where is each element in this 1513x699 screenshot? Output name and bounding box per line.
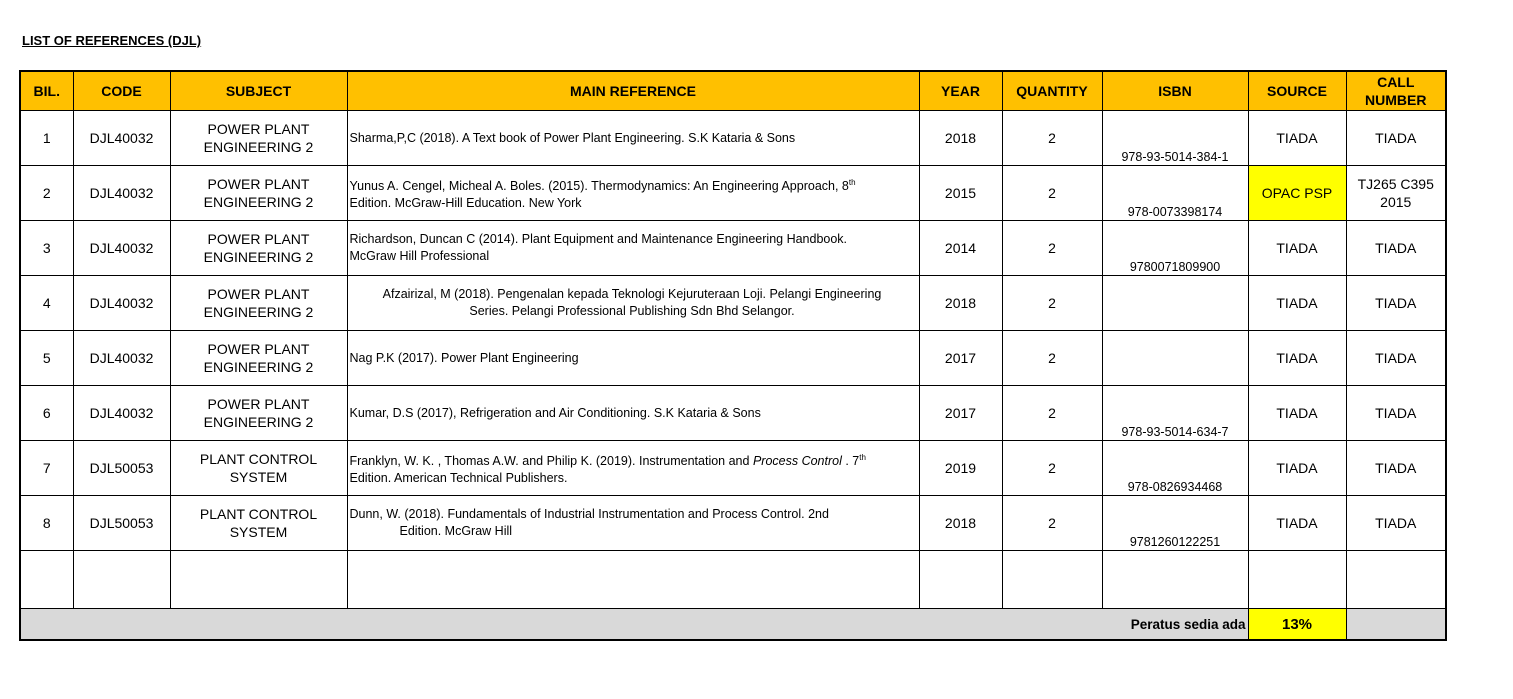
subject-line1: POWER PLANT (207, 396, 310, 412)
reference-superscript: th (859, 452, 866, 462)
cell-bil: 5 (20, 331, 73, 386)
references-table (19, 70, 1447, 641)
subject-line2: ENGINEERING 2 (203, 304, 314, 320)
reference-line1: Franklyn, W. K. , Thomas A.W. and Philip K. (2019). Instrumentation and (349, 454, 753, 469)
cell-code: DJL40032 (73, 111, 170, 166)
cell-reference (347, 221, 919, 276)
reference-line1-end: . 7 (841, 454, 860, 469)
cell-code: DJL40032 (73, 166, 170, 221)
cell-quantity: 2 (1002, 221, 1102, 276)
cell-year: 2018 (919, 111, 1002, 166)
availability-label: Peratus sedia ada (20, 609, 1248, 641)
subject-line2: ENGINEERING 2 (203, 194, 314, 210)
cell-isbn: 9780071809900 (1102, 221, 1248, 276)
subject-line1: POWER PLANT (207, 286, 310, 302)
header-code: CODE (73, 71, 170, 111)
empty-cell (919, 551, 1002, 609)
cell-source: TIADA (1248, 331, 1346, 386)
cell-code: DJL40032 (73, 221, 170, 276)
cell-year: 2014 (919, 221, 1002, 276)
table-row (20, 221, 1446, 276)
subject-line2: SYSTEM (229, 469, 288, 485)
cell-source: TIADA (1248, 276, 1346, 331)
empty-cell (1248, 551, 1346, 609)
cell-isbn (1102, 276, 1248, 331)
cell-call-number: TIADA (1346, 221, 1446, 276)
cell-year: 2018 (919, 496, 1002, 551)
header-subject: SUBJECT (170, 71, 347, 111)
subject-line1: PLANT CONTROL (199, 506, 318, 522)
empty-cell (1002, 551, 1102, 609)
cell-source: OPAC PSP (1248, 166, 1346, 221)
subject-line1: POWER PLANT (207, 121, 310, 137)
cell-bil: 8 (20, 496, 73, 551)
cell-isbn: 9781260122251 (1102, 496, 1248, 551)
cell-call-number: TIADA (1346, 386, 1446, 441)
header-source: SOURCE (1248, 71, 1346, 111)
empty-cell (20, 551, 73, 609)
cell-subject (170, 166, 347, 221)
cell-bil: 6 (20, 386, 73, 441)
reference-line1: Sharma,P,C (2018). A Text book of Power Plant Engineering. S.K Kataria & Sons (349, 130, 796, 145)
cell-subject (170, 441, 347, 496)
cell-call-number (1346, 166, 1446, 221)
cell-bil: 2 (20, 166, 73, 221)
cell-reference (347, 111, 919, 166)
empty-cell (1102, 551, 1248, 609)
table-row (20, 331, 1446, 386)
cell-source: TIADA (1248, 496, 1346, 551)
header-main-reference: MAIN REFERENCE (347, 71, 919, 111)
cell-quantity: 2 (1002, 166, 1102, 221)
cell-subject (170, 111, 347, 166)
cell-quantity: 2 (1002, 111, 1102, 166)
cell-call-number: TIADA (1346, 111, 1446, 166)
cell-subject (170, 496, 347, 551)
footer-row (20, 609, 1446, 641)
cell-isbn (1102, 331, 1248, 386)
cell-bil: 7 (20, 441, 73, 496)
reference-line2: Edition. American Technical Publishers. (349, 471, 568, 486)
cell-source: TIADA (1248, 111, 1346, 166)
cell-reference (347, 331, 919, 386)
cell-isbn: 978-93-5014-634-7 (1102, 386, 1248, 441)
page-title: LIST OF REFERENCES (DJL) (22, 33, 202, 48)
reference-line2: Edition. McGraw-Hill Education. New York (349, 196, 582, 211)
cell-code: DJL40032 (73, 331, 170, 386)
header-call-number-line2: NUMBER (1365, 92, 1427, 108)
cell-year: 2018 (919, 276, 1002, 331)
reference-italic: Process Control (752, 454, 842, 469)
cell-subject (170, 386, 347, 441)
table-row (20, 441, 1446, 496)
cell-quantity: 2 (1002, 276, 1102, 331)
empty-cell (1346, 551, 1446, 609)
header-year: YEAR (919, 71, 1002, 111)
cell-call-number: TIADA (1346, 496, 1446, 551)
subject-line2: ENGINEERING 2 (203, 359, 314, 375)
subject-line1: POWER PLANT (207, 341, 310, 357)
cell-call-number: TIADA (1346, 331, 1446, 386)
cell-code: DJL40032 (73, 276, 170, 331)
empty-cell (73, 551, 170, 609)
subject-line2: SYSTEM (229, 524, 288, 540)
cell-bil: 3 (20, 221, 73, 276)
cell-isbn: 978-0826934468 (1102, 441, 1248, 496)
cell-isbn: 978-0073398174 (1102, 166, 1248, 221)
table-row (20, 166, 1446, 221)
cell-quantity: 2 (1002, 386, 1102, 441)
reference-line1: Kumar, D.S (2017), Refrigeration and Air Conditioning. S.K Kataria & Sons (349, 405, 761, 420)
cell-year: 2015 (919, 166, 1002, 221)
cell-reference (347, 276, 919, 331)
cell-subject (170, 331, 347, 386)
reference-line1: Nag P.K (2017). Power Plant Engineering (349, 350, 579, 365)
cell-subject (170, 276, 347, 331)
cell-source: TIADA (1248, 441, 1346, 496)
table-row (20, 496, 1446, 551)
cell-reference (347, 441, 919, 496)
cell-quantity: 2 (1002, 441, 1102, 496)
subject-line1: PLANT CONTROL (199, 451, 318, 467)
cell-year: 2017 (919, 331, 1002, 386)
subject-line2: ENGINEERING 2 (203, 414, 314, 430)
subject-line1: POWER PLANT (207, 176, 310, 192)
availability-percentage: 13% (1248, 609, 1346, 641)
empty-cell (347, 551, 919, 609)
cell-reference (347, 166, 919, 221)
cell-call-number: TIADA (1346, 276, 1446, 331)
header-quantity: QUANTITY (1002, 71, 1102, 111)
reference-line1: Dunn, W. (2018). Fundamentals of Industrial Instrumentation and Process Control. 2nd (349, 507, 829, 521)
cell-subject (170, 221, 347, 276)
reference-line2: Series. Pelangi Professional Publishing Sdn Bhd Selangor. (469, 304, 795, 318)
cell-isbn: 978-93-5014-384-1 (1102, 111, 1248, 166)
header-isbn: ISBN (1102, 71, 1248, 111)
subject-line2: ENGINEERING 2 (203, 249, 314, 265)
call-number-line1: TJ265 C395 (1357, 176, 1434, 192)
table-row (20, 386, 1446, 441)
cell-source: TIADA (1248, 221, 1346, 276)
cell-call-number: TIADA (1346, 441, 1446, 496)
call-number-line2: 2015 (1380, 194, 1412, 210)
reference-superscript: th (848, 177, 856, 187)
cell-code: DJL50053 (73, 496, 170, 551)
cell-source: TIADA (1248, 386, 1346, 441)
empty-cell (170, 551, 347, 609)
cell-code: DJL40032 (73, 386, 170, 441)
subject-line2: ENGINEERING 2 (203, 139, 314, 155)
empty-row (20, 551, 1446, 609)
footer-empty-cell (1346, 609, 1446, 641)
table-row (20, 111, 1446, 166)
header-bil: BIL. (20, 71, 73, 111)
header-call-number-line1: CALL (1377, 74, 1415, 90)
cell-bil: 1 (20, 111, 73, 166)
header-row (20, 71, 1446, 111)
cell-reference (347, 496, 919, 551)
cell-bil: 4 (20, 276, 73, 331)
cell-quantity: 2 (1002, 496, 1102, 551)
cell-year: 2017 (919, 386, 1002, 441)
reference-line1: Yunus A. Cengel, Micheal A. Boles. (2015). Thermodynamics: An Engineering Approach, 8 (349, 179, 849, 194)
subject-line1: POWER PLANT (207, 231, 310, 247)
cell-code: DJL50053 (73, 441, 170, 496)
table-row (20, 276, 1446, 331)
reference-line1: Afzairizal, M (2018). Pengenalan kepada Teknologi Kejuruteraan Loji. Pelangi Engineering (382, 287, 882, 301)
header-call-number (1346, 71, 1446, 111)
reference-line2: McGraw Hill Professional (349, 249, 490, 263)
reference-line1: Richardson, Duncan C (2014). Plant Equipment and Maintenance Engineering Handbook. (349, 232, 848, 246)
cell-quantity: 2 (1002, 331, 1102, 386)
reference-line2: Edition. McGraw Hill (399, 524, 513, 538)
cell-reference (347, 386, 919, 441)
cell-year: 2019 (919, 441, 1002, 496)
